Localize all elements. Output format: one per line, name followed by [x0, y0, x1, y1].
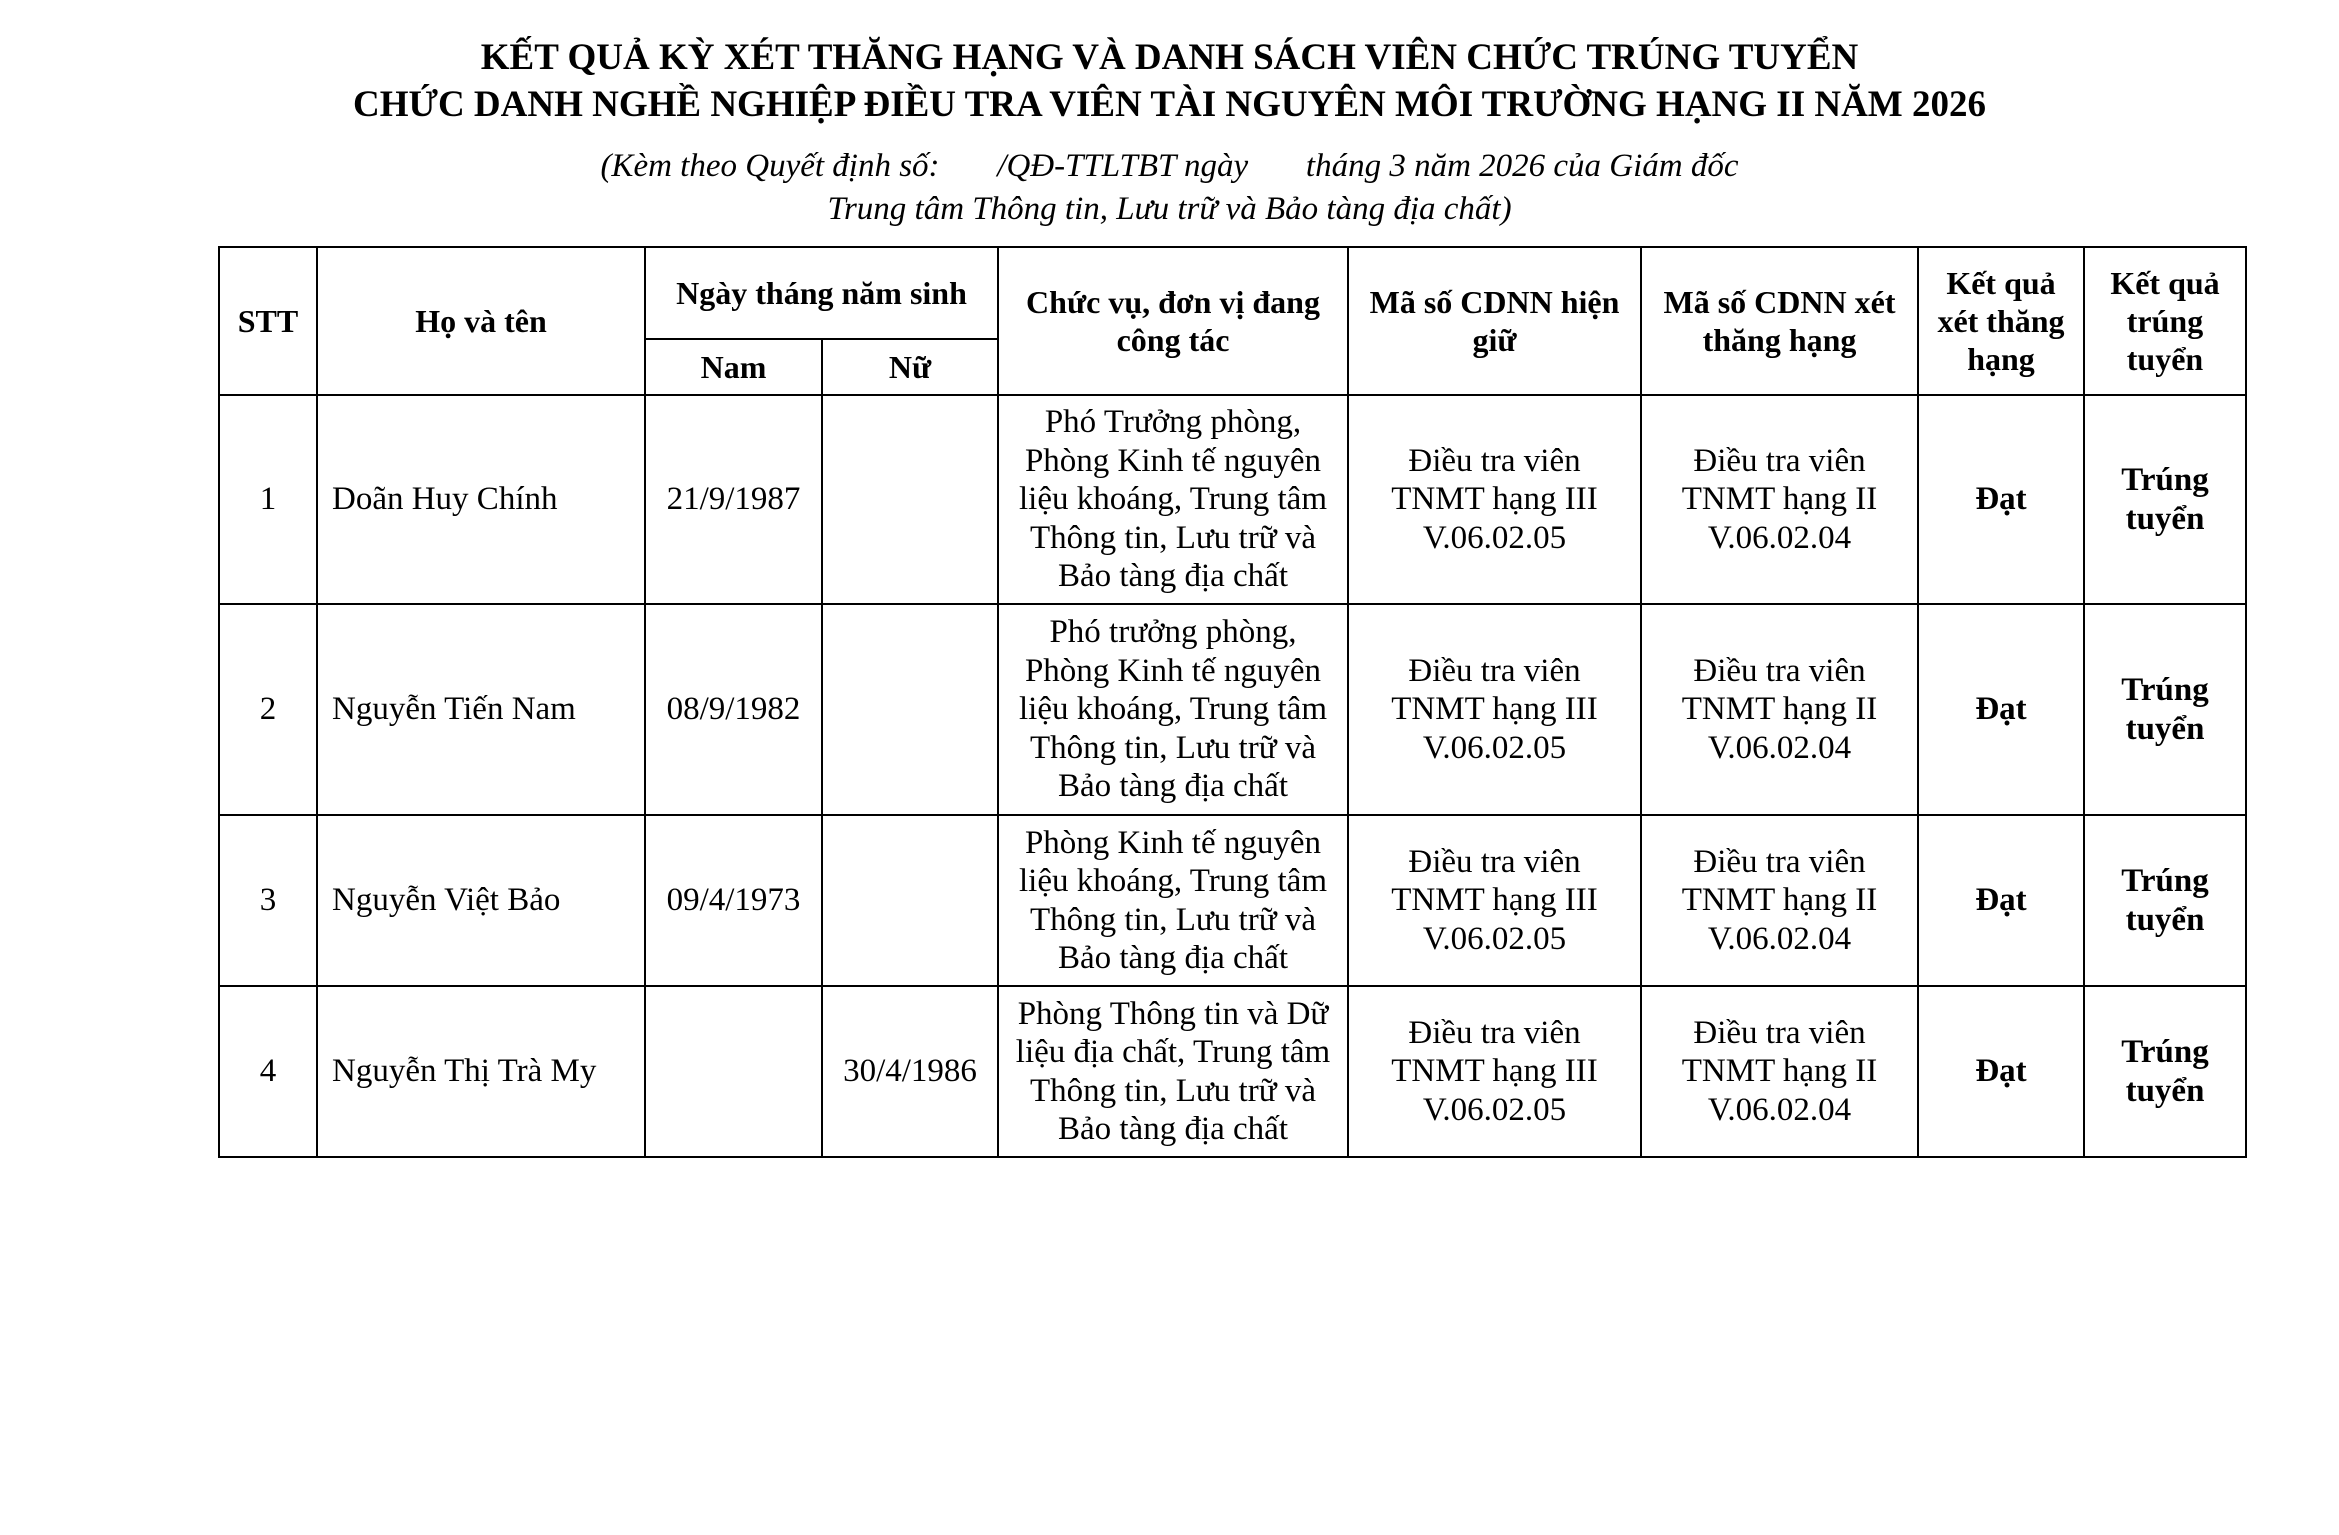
table-row — [219, 395, 2246, 604]
cell-name: Nguyễn Thị Trà My — [317, 986, 645, 1157]
header-promotion-result: Kết quả xét thăng hạng — [1918, 247, 2084, 395]
document-subtitle-line-2: Trung tâm Thông tin, Lưu trữ và Bảo tàng địa chất) — [827, 191, 1512, 227]
header-stt: STT — [219, 247, 317, 395]
cell-female-dob — [822, 815, 998, 986]
cell-position: Phó Trưởng phòng, Phòng Kinh tế nguyên liệu khoáng, Trung tâm Thông tin, Lưu trữ và Bảo tàng địa chất — [998, 395, 1348, 604]
header-target-code: Mã số CDNN xét thăng hạng — [1641, 247, 1918, 395]
cell-final-result: Trúng tuyển — [2084, 604, 2246, 815]
cell-promotion-result: Đạt — [1918, 395, 2084, 604]
document-title-line-1: KẾT QUẢ KỲ XÉT THĂNG HẠNG VÀ DANH SÁCH VIÊN CHỨC TRÚNG TUYỂN — [480, 37, 1859, 78]
table-row — [219, 986, 2246, 1157]
cell-final-result: Trúng tuyển — [2084, 986, 2246, 1157]
cell-final-result: Trúng tuyển — [2084, 395, 2246, 604]
cell-promotion-result: Đạt — [1918, 815, 2084, 986]
cell-male-dob: 09/4/1973 — [645, 815, 822, 986]
cell-current-code: Điều tra viên TNMT hạng III V.06.02.05 — [1348, 986, 1641, 1157]
cell-target-code: Điều tra viên TNMT hạng II V.06.02.04 — [1641, 986, 1918, 1157]
cell-female-dob — [822, 395, 998, 604]
table-row — [219, 815, 2246, 986]
header-date-of-birth: Ngày tháng năm sinh — [645, 247, 998, 339]
table-row — [219, 604, 2246, 815]
cell-female-dob: 30/4/1986 — [822, 986, 998, 1157]
cell-male-dob: 08/9/1982 — [645, 604, 822, 815]
header-female: Nữ — [822, 339, 998, 395]
cell-name: Nguyễn Việt Bảo — [317, 815, 645, 986]
header-male: Nam — [645, 339, 822, 395]
header-current-code: Mã số CDNN hiện giữ — [1348, 247, 1641, 395]
document-subtitle-line-1: (Kèm theo Quyết định số: /QĐ-TTLTBT ngày tháng 3 năm 2026 của Giám đốc — [600, 148, 1739, 184]
cell-promotion-result: Đạt — [1918, 986, 2084, 1157]
cell-final-result: Trúng tuyển — [2084, 815, 2246, 986]
cell-target-code: Điều tra viên TNMT hạng II V.06.02.04 — [1641, 815, 1918, 986]
cell-position: Phó trưởng phòng, Phòng Kinh tế nguyên liệu khoáng, Trung tâm Thông tin, Lưu trữ và Bảo tàng địa chất — [998, 604, 1348, 815]
document-title-line-2: CHỨC DANH NGHỀ NGHIỆP ĐIỀU TRA VIÊN TÀI NGUYÊN MÔI TRƯỜNG HẠNG II NĂM 2026 — [353, 84, 1986, 125]
cell-promotion-result: Đạt — [1918, 604, 2084, 815]
cell-current-code: Điều tra viên TNMT hạng III V.06.02.05 — [1348, 604, 1641, 815]
cell-name: Doãn Huy Chính — [317, 395, 645, 604]
cell-stt: 3 — [219, 815, 317, 986]
header-final-result: Kết quả trúng tuyển — [2084, 247, 2246, 395]
cell-position: Phòng Thông tin và Dữ liệu địa chất, Trung tâm Thông tin, Lưu trữ và Bảo tàng địa chất — [998, 986, 1348, 1157]
header-name: Họ và tên — [317, 247, 645, 395]
table-header-row — [219, 247, 2246, 339]
cell-female-dob — [822, 604, 998, 815]
cell-target-code: Điều tra viên TNMT hạng II V.06.02.04 — [1641, 395, 1918, 604]
cell-position: Phòng Kinh tế nguyên liệu khoáng, Trung tâm Thông tin, Lưu trữ và Bảo tàng địa chất — [998, 815, 1348, 986]
cell-target-code: Điều tra viên TNMT hạng II V.06.02.04 — [1641, 604, 1918, 815]
cell-male-dob — [645, 986, 822, 1157]
cell-stt: 2 — [219, 604, 317, 815]
header-position: Chức vụ, đơn vị đang công tác — [998, 247, 1348, 395]
cell-male-dob: 21/9/1987 — [645, 395, 822, 604]
cell-current-code: Điều tra viên TNMT hạng III V.06.02.05 — [1348, 815, 1641, 986]
cell-name: Nguyễn Tiến Nam — [317, 604, 645, 815]
cell-stt: 4 — [219, 986, 317, 1157]
cell-current-code: Điều tra viên TNMT hạng III V.06.02.05 — [1348, 395, 1641, 604]
cell-stt: 1 — [219, 395, 317, 604]
results-table — [218, 246, 2247, 1158]
